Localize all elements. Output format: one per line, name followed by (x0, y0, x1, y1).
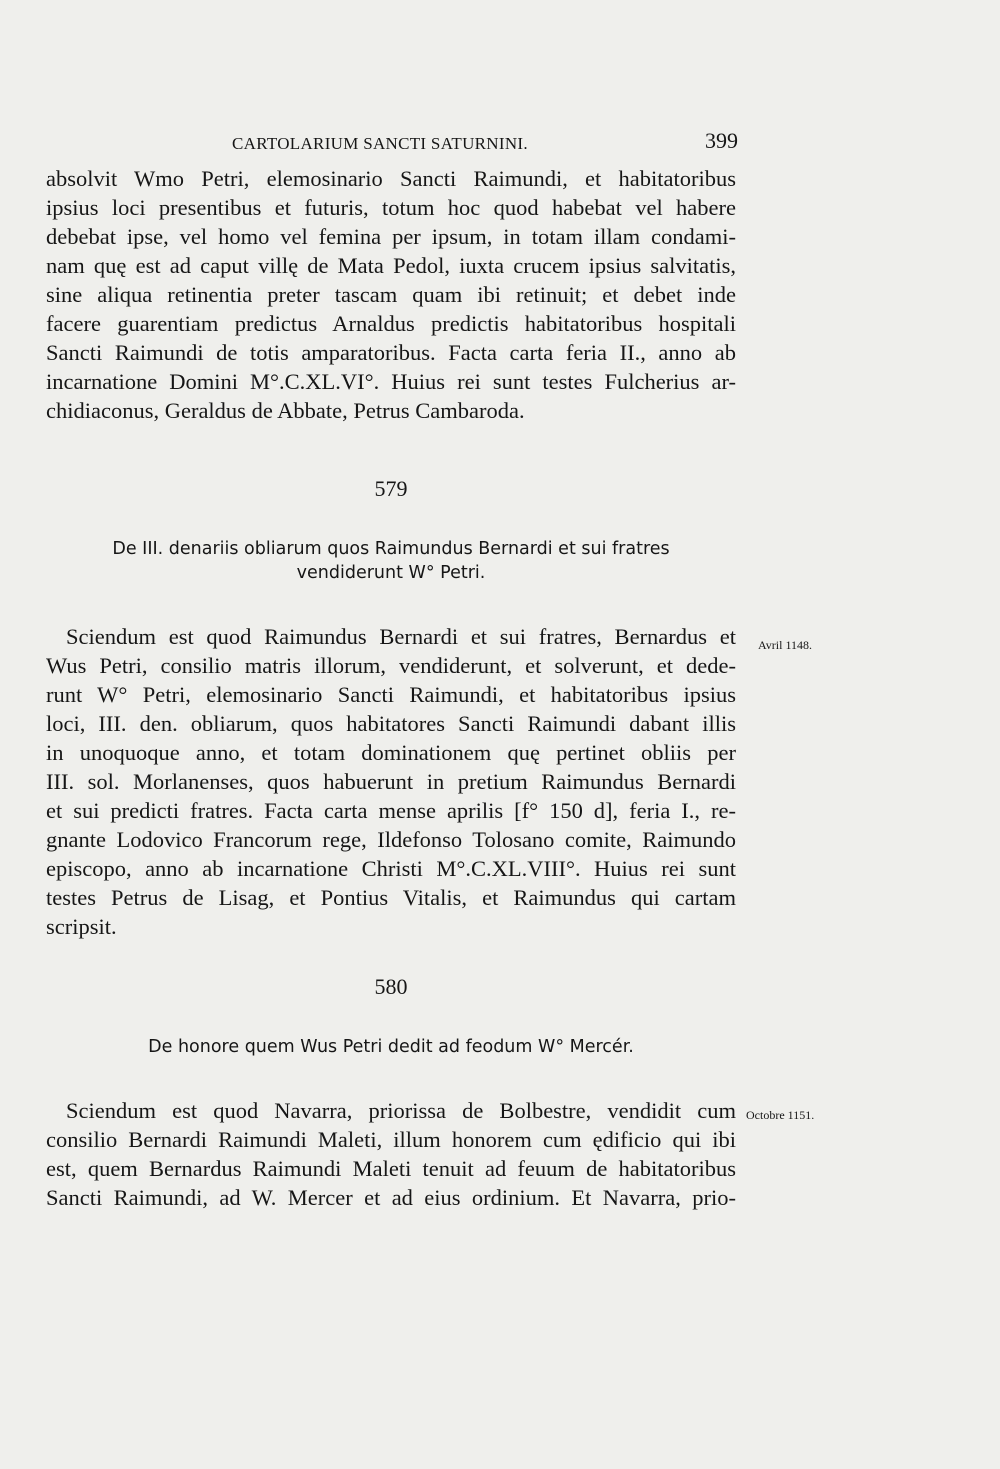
text-line: facere guarentiam predictus Arnaldus predictis habitatoribus hospitali (46, 311, 736, 336)
rubric-line: De honore quem Wus Petri dedit ad feodum W° Mercér. (148, 1037, 634, 1057)
page-number: 399 (705, 128, 738, 153)
text-line: in unoquoque anno, et totam dominationem quę pertinet obliis per (46, 740, 736, 765)
text-line: Sciendum est quod Navarra, priorissa de Bolbestre, vendidit cum (66, 1098, 736, 1123)
charter-text (46, 1096, 736, 1212)
text-line: nam quę est ad caput villę de Mata Pedol, iuxta crucem ipsius salvitatis, (46, 253, 736, 278)
margin-date: Avril 1148. (758, 638, 812, 652)
text-line: chidiaconus, Geraldus de Abbate, Petrus Cambaroda. (46, 398, 525, 423)
text-line: scripsit. (46, 914, 117, 939)
text-line: est, quem Bernardus Raimundi Maleti tenuit ad feuum de habitatoribus (46, 1156, 736, 1181)
text-line: loci, III. den. obliarum, quos habitatores Sancti Raimundi dabant illis (46, 711, 736, 736)
text-line: Wus Petri, consilio matris illorum, vendiderunt, et solverunt, et dede- (46, 653, 736, 678)
charter-rubric (46, 537, 736, 585)
text-line: Sancti Raimundi de totis amparatoribus. Facta carta feria II., anno ab (46, 340, 736, 365)
text-line: gnante Lodovico Francorum rege, Ildefonso Tolosano comite, Raimundo (46, 827, 736, 852)
charter-text (46, 622, 736, 941)
text-line: episcopo, anno ab incarnatione Christi M°.C.XL.VIII°. Huius rei sunt (46, 856, 736, 881)
running-head (46, 128, 738, 158)
text-line: debebat ipse, vel homo vel femina per ipsum, in totam illam condami- (46, 224, 736, 249)
margin-date: Octobre 1151. (746, 1108, 815, 1122)
text-line: absolvit Wmo Petri, elemosinario Sancti Raimundi, et habitatoribus (46, 166, 736, 191)
charter-number: 580 (374, 974, 408, 999)
text-line: III. sol. Morlanenses, quos habuerunt in pretium Raimundus Bernardi (46, 769, 736, 794)
text-line: et sui predicti fratres. Facta carta mense aprilis [f° 150 d], feria I., re- (46, 798, 736, 823)
text-line: Sancti Raimundi, ad W. Mercer et ad eius ordinium. Et Navarra, prio- (46, 1185, 736, 1210)
text-line: sine aliqua retinentia preter tascam quam ibi retinuit; et debet inde (46, 282, 736, 307)
charter-number: 579 (374, 476, 408, 501)
text-line: runt W° Petri, elemosinario Sancti Raimundi, et habitatoribus ipsius (46, 682, 736, 707)
text-line: Sciendum est quod Raimundus Bernardi et sui fratres, Bernardus et (66, 624, 736, 649)
rubric-line: vendiderunt W° Petri. (296, 563, 486, 583)
running-title: CARTOLARIUM SANCTI SATURNINI. (232, 134, 528, 153)
text-line: testes Petrus de Lisag, et Pontius Vitalis, et Raimundus qui cartam (46, 885, 736, 910)
charter-rubric (46, 1035, 736, 1059)
rubric-line: De III. denariis obliarum quos Raimundus Bernardi et sui fratres (112, 539, 670, 559)
text-line: incarnatione Domini M°.C.XL.VI°. Huius rei sunt testes Fulcherius ar- (46, 369, 736, 394)
text-line: consilio Bernardi Raimundi Maleti, illum honorem cum ędificio qui ibi (46, 1127, 736, 1152)
text-line: ipsius loci presentibus et futuris, totum hoc quod habebat vel habere (46, 195, 736, 220)
continuation-text (46, 164, 736, 425)
